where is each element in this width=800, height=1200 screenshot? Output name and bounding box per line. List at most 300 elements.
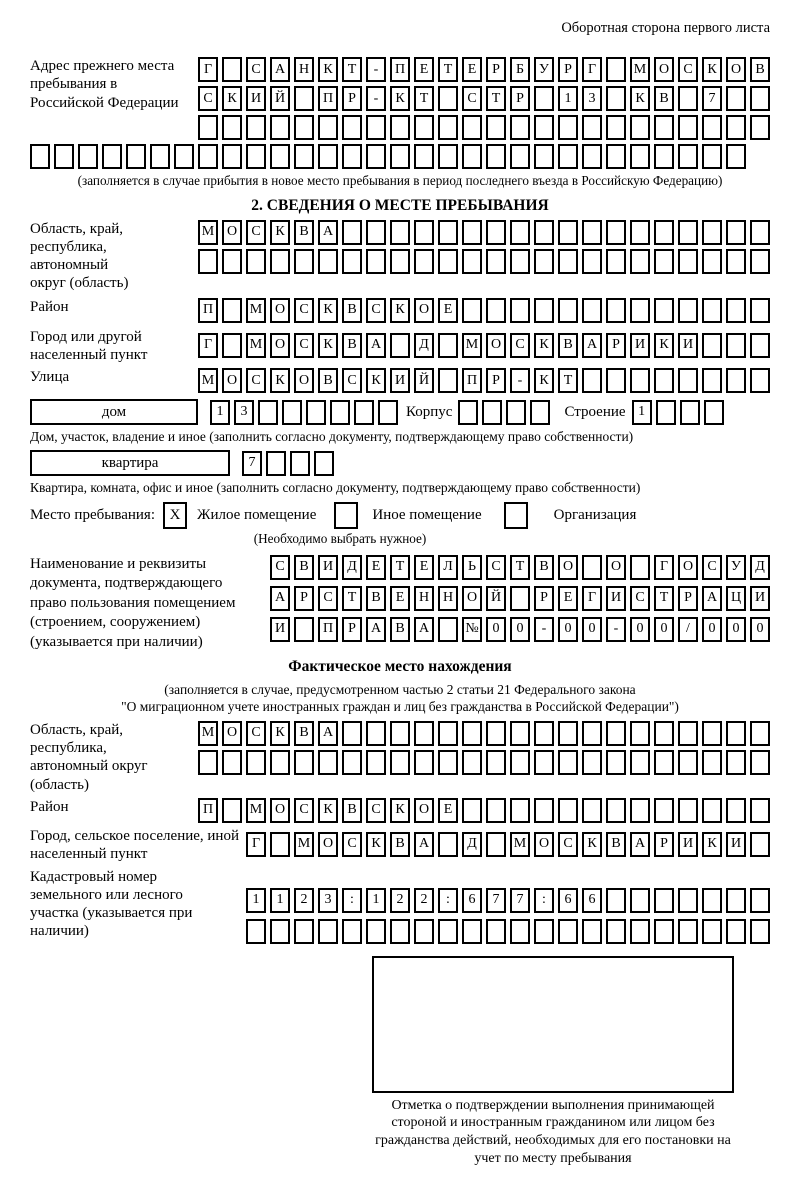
char-cell[interactable]: В	[750, 57, 770, 82]
char-cell[interactable]	[486, 721, 506, 746]
char-cell[interactable]: 7	[702, 86, 722, 111]
char-cell[interactable]	[342, 721, 362, 746]
char-cell[interactable]	[462, 115, 482, 140]
char-cell[interactable]	[270, 832, 290, 857]
char-cell[interactable]: 6	[558, 888, 578, 913]
char-cell[interactable]	[654, 721, 674, 746]
char-cell[interactable]	[654, 298, 674, 323]
char-cell[interactable]	[510, 750, 530, 775]
char-cell[interactable]	[582, 798, 602, 823]
char-cell[interactable]: Й	[270, 86, 290, 111]
char-cell[interactable]	[462, 798, 482, 823]
char-cell[interactable]: О	[654, 57, 674, 82]
char-cell[interactable]	[726, 220, 746, 245]
char-cell[interactable]	[462, 220, 482, 245]
char-cell[interactable]	[366, 721, 386, 746]
char-cell[interactable]	[534, 115, 554, 140]
document-row-1[interactable]	[270, 555, 770, 580]
char-cell[interactable]	[582, 368, 602, 393]
char-cell[interactable]: К	[390, 798, 410, 823]
char-cell[interactable]: В	[654, 86, 674, 111]
char-cell[interactable]: Е	[438, 798, 458, 823]
char-cell[interactable]	[606, 144, 626, 169]
char-cell[interactable]	[678, 115, 698, 140]
char-cell[interactable]	[246, 144, 266, 169]
char-cell[interactable]	[174, 144, 194, 169]
char-cell[interactable]: 3	[234, 400, 254, 425]
char-cell[interactable]	[750, 798, 770, 823]
char-cell[interactable]: П	[462, 368, 482, 393]
char-cell[interactable]	[606, 368, 626, 393]
stroenie-cells[interactable]	[632, 400, 724, 425]
char-cell[interactable]	[290, 451, 310, 476]
char-cell[interactable]: В	[366, 586, 386, 611]
char-cell[interactable]: Е	[414, 57, 434, 82]
char-cell[interactable]	[438, 750, 458, 775]
char-cell[interactable]	[510, 249, 530, 274]
char-cell[interactable]	[510, 919, 530, 944]
char-cell[interactable]: С	[678, 57, 698, 82]
char-cell[interactable]: 3	[582, 86, 602, 111]
char-cell[interactable]	[678, 220, 698, 245]
char-cell[interactable]	[390, 249, 410, 274]
char-cell[interactable]	[506, 400, 526, 425]
char-cell[interactable]	[630, 298, 650, 323]
char-cell[interactable]: О	[462, 586, 482, 611]
char-cell[interactable]: С	[294, 333, 314, 358]
char-cell[interactable]: О	[222, 368, 242, 393]
char-cell[interactable]	[414, 750, 434, 775]
char-cell[interactable]: М	[198, 220, 218, 245]
char-cell[interactable]	[678, 249, 698, 274]
char-cell[interactable]: П	[390, 57, 410, 82]
char-cell[interactable]	[438, 832, 458, 857]
char-cell[interactable]: С	[366, 798, 386, 823]
char-cell[interactable]: К	[534, 333, 554, 358]
korpus-cells[interactable]	[458, 400, 550, 425]
char-cell[interactable]	[390, 750, 410, 775]
char-cell[interactable]: В	[534, 555, 554, 580]
char-cell[interactable]	[750, 832, 770, 857]
char-cell[interactable]: К	[270, 368, 290, 393]
char-cell[interactable]	[726, 144, 746, 169]
char-cell[interactable]: В	[342, 798, 362, 823]
char-cell[interactable]	[630, 249, 650, 274]
char-cell[interactable]	[222, 115, 242, 140]
char-cell[interactable]: 2	[414, 888, 434, 913]
char-cell[interactable]: К	[630, 86, 650, 111]
char-cell[interactable]: -	[606, 617, 626, 642]
char-cell[interactable]: 0	[510, 617, 530, 642]
char-cell[interactable]	[558, 721, 578, 746]
char-cell[interactable]	[414, 919, 434, 944]
char-cell[interactable]: С	[246, 721, 266, 746]
char-cell[interactable]: В	[294, 555, 314, 580]
char-cell[interactable]: П	[318, 86, 338, 111]
char-cell[interactable]	[30, 144, 50, 169]
char-cell[interactable]: Г	[198, 57, 218, 82]
char-cell[interactable]: О	[222, 721, 242, 746]
char-cell[interactable]	[366, 144, 386, 169]
char-cell[interactable]	[606, 721, 626, 746]
char-cell[interactable]	[558, 919, 578, 944]
char-cell[interactable]	[270, 115, 290, 140]
char-cell[interactable]	[270, 249, 290, 274]
char-cell[interactable]: 0	[630, 617, 650, 642]
char-cell[interactable]	[630, 115, 650, 140]
char-cell[interactable]: 0	[654, 617, 674, 642]
char-cell[interactable]: 1	[558, 86, 578, 111]
char-cell[interactable]	[510, 798, 530, 823]
char-cell[interactable]	[750, 333, 770, 358]
char-cell[interactable]	[318, 750, 338, 775]
char-cell[interactable]	[606, 298, 626, 323]
char-cell[interactable]: Д	[342, 555, 362, 580]
char-cell[interactable]: К	[654, 333, 674, 358]
char-cell[interactable]	[438, 617, 458, 642]
char-cell[interactable]: М	[462, 333, 482, 358]
char-cell[interactable]: К	[702, 57, 722, 82]
char-cell[interactable]: Е	[558, 586, 578, 611]
char-cell[interactable]: С	[486, 555, 506, 580]
char-cell[interactable]: 0	[558, 617, 578, 642]
stay-type-checkbox-other[interactable]	[334, 502, 358, 529]
char-cell[interactable]	[558, 298, 578, 323]
char-cell[interactable]: С	[366, 298, 386, 323]
char-cell[interactable]	[558, 115, 578, 140]
char-cell[interactable]	[294, 617, 314, 642]
char-cell[interactable]	[330, 400, 350, 425]
char-cell[interactable]	[222, 750, 242, 775]
char-cell[interactable]: 7	[486, 888, 506, 913]
char-cell[interactable]	[582, 144, 602, 169]
char-cell[interactable]	[606, 220, 626, 245]
char-cell[interactable]	[306, 400, 326, 425]
char-cell[interactable]	[654, 144, 674, 169]
char-cell[interactable]	[582, 555, 602, 580]
char-cell[interactable]	[558, 249, 578, 274]
char-cell[interactable]	[342, 919, 362, 944]
char-cell[interactable]	[366, 249, 386, 274]
street-row-1[interactable]	[198, 368, 770, 393]
char-cell[interactable]	[534, 750, 554, 775]
char-cell[interactable]	[438, 144, 458, 169]
char-cell[interactable]: О	[222, 220, 242, 245]
char-cell[interactable]: А	[366, 617, 386, 642]
char-cell[interactable]: С	[342, 832, 362, 857]
region-row-2[interactable]	[198, 249, 770, 274]
cadastre-row-1[interactable]	[246, 888, 770, 913]
char-cell[interactable]	[678, 750, 698, 775]
char-cell[interactable]	[582, 249, 602, 274]
char-cell[interactable]	[750, 115, 770, 140]
char-cell[interactable]	[342, 144, 362, 169]
char-cell[interactable]: Д	[750, 555, 770, 580]
char-cell[interactable]	[318, 249, 338, 274]
char-cell[interactable]: И	[750, 586, 770, 611]
char-cell[interactable]	[390, 115, 410, 140]
char-cell[interactable]	[510, 721, 530, 746]
char-cell[interactable]: О	[270, 333, 290, 358]
char-cell[interactable]	[246, 249, 266, 274]
char-cell[interactable]: Е	[414, 555, 434, 580]
char-cell[interactable]: К	[582, 832, 602, 857]
char-cell[interactable]: Р	[558, 57, 578, 82]
char-cell[interactable]: К	[366, 368, 386, 393]
char-cell[interactable]	[314, 451, 334, 476]
char-cell[interactable]: /	[678, 617, 698, 642]
char-cell[interactable]: 1	[210, 400, 230, 425]
char-cell[interactable]	[702, 220, 722, 245]
char-cell[interactable]	[606, 919, 626, 944]
char-cell[interactable]	[462, 750, 482, 775]
char-cell[interactable]	[726, 86, 746, 111]
char-cell[interactable]	[318, 144, 338, 169]
char-cell[interactable]	[222, 57, 242, 82]
char-cell[interactable]: Т	[510, 555, 530, 580]
char-cell[interactable]	[342, 220, 362, 245]
char-cell[interactable]: В	[606, 832, 626, 857]
char-cell[interactable]	[354, 400, 374, 425]
char-cell[interactable]	[534, 144, 554, 169]
char-cell[interactable]	[726, 249, 746, 274]
char-cell[interactable]	[198, 249, 218, 274]
char-cell[interactable]	[438, 115, 458, 140]
char-cell[interactable]: Т	[654, 586, 674, 611]
char-cell[interactable]	[582, 298, 602, 323]
apartment-number-cells[interactable]	[242, 451, 334, 476]
char-cell[interactable]: К	[222, 86, 242, 111]
char-cell[interactable]	[414, 721, 434, 746]
char-cell[interactable]: Р	[606, 333, 626, 358]
char-cell[interactable]	[606, 249, 626, 274]
char-cell[interactable]	[486, 919, 506, 944]
char-cell[interactable]: К	[318, 57, 338, 82]
char-cell[interactable]: И	[726, 832, 746, 857]
char-cell[interactable]	[462, 144, 482, 169]
char-cell[interactable]: О	[606, 555, 626, 580]
char-cell[interactable]	[750, 750, 770, 775]
char-cell[interactable]: В	[342, 333, 362, 358]
char-cell[interactable]	[630, 220, 650, 245]
char-cell[interactable]: Т	[390, 555, 410, 580]
char-cell[interactable]	[438, 333, 458, 358]
char-cell[interactable]: А	[270, 586, 290, 611]
char-cell[interactable]: О	[318, 832, 338, 857]
char-cell[interactable]	[198, 144, 218, 169]
char-cell[interactable]: О	[270, 798, 290, 823]
char-cell[interactable]: Е	[438, 298, 458, 323]
char-cell[interactable]	[294, 750, 314, 775]
char-cell[interactable]	[534, 86, 554, 111]
char-cell[interactable]: 1	[366, 888, 386, 913]
char-cell[interactable]	[750, 368, 770, 393]
char-cell[interactable]	[390, 919, 410, 944]
char-cell[interactable]: 7	[510, 888, 530, 913]
char-cell[interactable]: О	[678, 555, 698, 580]
char-cell[interactable]: 0	[486, 617, 506, 642]
char-cell[interactable]: С	[246, 57, 266, 82]
char-cell[interactable]: С	[198, 86, 218, 111]
char-cell[interactable]: У	[726, 555, 746, 580]
char-cell[interactable]	[630, 721, 650, 746]
char-cell[interactable]: О	[726, 57, 746, 82]
char-cell[interactable]: А	[318, 721, 338, 746]
char-cell[interactable]: А	[414, 832, 434, 857]
char-cell[interactable]: -	[534, 617, 554, 642]
char-cell[interactable]: 6	[582, 888, 602, 913]
char-cell[interactable]	[390, 333, 410, 358]
char-cell[interactable]	[702, 368, 722, 393]
char-cell[interactable]: К	[534, 368, 554, 393]
char-cell[interactable]	[126, 144, 146, 169]
prev-address-row-2[interactable]	[198, 86, 770, 111]
char-cell[interactable]	[630, 798, 650, 823]
char-cell[interactable]	[606, 57, 626, 82]
char-cell[interactable]: К	[390, 86, 410, 111]
char-cell[interactable]: Д	[462, 832, 482, 857]
char-cell[interactable]: Р	[342, 86, 362, 111]
char-cell[interactable]: М	[246, 298, 266, 323]
char-cell[interactable]: В	[294, 721, 314, 746]
char-cell[interactable]: У	[534, 57, 554, 82]
char-cell[interactable]: И	[606, 586, 626, 611]
char-cell[interactable]	[462, 919, 482, 944]
char-cell[interactable]	[726, 721, 746, 746]
char-cell[interactable]	[630, 368, 650, 393]
char-cell[interactable]	[438, 721, 458, 746]
char-cell[interactable]: -	[366, 86, 386, 111]
char-cell[interactable]	[266, 451, 286, 476]
char-cell[interactable]	[654, 750, 674, 775]
char-cell[interactable]	[462, 298, 482, 323]
char-cell[interactable]	[678, 919, 698, 944]
char-cell[interactable]	[390, 144, 410, 169]
char-cell[interactable]	[294, 144, 314, 169]
char-cell[interactable]	[606, 86, 626, 111]
char-cell[interactable]	[582, 115, 602, 140]
char-cell[interactable]: С	[246, 368, 266, 393]
char-cell[interactable]	[486, 832, 506, 857]
char-cell[interactable]	[558, 144, 578, 169]
char-cell[interactable]: Т	[414, 86, 434, 111]
char-cell[interactable]	[678, 798, 698, 823]
char-cell[interactable]: 2	[390, 888, 410, 913]
char-cell[interactable]	[704, 400, 724, 425]
char-cell[interactable]: :	[534, 888, 554, 913]
char-cell[interactable]	[582, 220, 602, 245]
char-cell[interactable]	[654, 888, 674, 913]
char-cell[interactable]	[510, 586, 530, 611]
char-cell[interactable]	[246, 750, 266, 775]
al-district-row-1[interactable]	[198, 798, 770, 823]
char-cell[interactable]: О	[294, 368, 314, 393]
char-cell[interactable]: А	[414, 617, 434, 642]
char-cell[interactable]: О	[270, 298, 290, 323]
char-cell[interactable]: Й	[486, 586, 506, 611]
char-cell[interactable]: 1	[632, 400, 652, 425]
char-cell[interactable]	[750, 220, 770, 245]
char-cell[interactable]	[702, 115, 722, 140]
char-cell[interactable]: И	[630, 333, 650, 358]
char-cell[interactable]	[486, 750, 506, 775]
char-cell[interactable]	[702, 750, 722, 775]
char-cell[interactable]	[726, 115, 746, 140]
char-cell[interactable]	[750, 86, 770, 111]
char-cell[interactable]: Н	[438, 586, 458, 611]
char-cell[interactable]: 3	[318, 888, 338, 913]
district-row-1[interactable]	[198, 298, 770, 323]
char-cell[interactable]	[702, 798, 722, 823]
char-cell[interactable]: Д	[414, 333, 434, 358]
char-cell[interactable]	[534, 919, 554, 944]
char-cell[interactable]	[606, 115, 626, 140]
char-cell[interactable]	[534, 721, 554, 746]
char-cell[interactable]: №	[462, 617, 482, 642]
char-cell[interactable]: С	[558, 832, 578, 857]
char-cell[interactable]	[702, 721, 722, 746]
char-cell[interactable]: Ь	[462, 555, 482, 580]
char-cell[interactable]: Т	[438, 57, 458, 82]
house-type-box[interactable]: дом	[30, 399, 198, 425]
char-cell[interactable]	[678, 86, 698, 111]
stay-type-checkbox-organization[interactable]	[504, 502, 528, 529]
char-cell[interactable]	[726, 798, 746, 823]
char-cell[interactable]	[378, 400, 398, 425]
document-row-3[interactable]	[270, 617, 770, 642]
char-cell[interactable]: О	[558, 555, 578, 580]
char-cell[interactable]	[656, 400, 676, 425]
char-cell[interactable]: Н	[414, 586, 434, 611]
char-cell[interactable]: 6	[462, 888, 482, 913]
char-cell[interactable]: И	[270, 617, 290, 642]
char-cell[interactable]: М	[198, 721, 218, 746]
document-row-2[interactable]	[270, 586, 770, 611]
char-cell[interactable]	[222, 298, 242, 323]
char-cell[interactable]	[462, 249, 482, 274]
char-cell[interactable]	[270, 919, 290, 944]
char-cell[interactable]	[510, 298, 530, 323]
char-cell[interactable]: Р	[534, 586, 554, 611]
char-cell[interactable]	[750, 919, 770, 944]
char-cell[interactable]: М	[294, 832, 314, 857]
char-cell[interactable]	[54, 144, 74, 169]
char-cell[interactable]	[534, 798, 554, 823]
char-cell[interactable]	[680, 400, 700, 425]
char-cell[interactable]: Ц	[726, 586, 746, 611]
house-number-cells[interactable]	[210, 400, 398, 425]
char-cell[interactable]	[486, 115, 506, 140]
char-cell[interactable]	[246, 919, 266, 944]
char-cell[interactable]: Н	[294, 57, 314, 82]
char-cell[interactable]: Р	[510, 86, 530, 111]
char-cell[interactable]	[582, 919, 602, 944]
char-cell[interactable]: С	[294, 298, 314, 323]
char-cell[interactable]	[482, 400, 502, 425]
char-cell[interactable]: В	[294, 220, 314, 245]
char-cell[interactable]	[582, 750, 602, 775]
char-cell[interactable]	[750, 888, 770, 913]
char-cell[interactable]	[318, 115, 338, 140]
char-cell[interactable]: Г	[654, 555, 674, 580]
char-cell[interactable]: И	[678, 832, 698, 857]
char-cell[interactable]	[678, 368, 698, 393]
region-row-1[interactable]	[198, 220, 770, 245]
char-cell[interactable]	[198, 750, 218, 775]
char-cell[interactable]: К	[318, 333, 338, 358]
apartment-type-box[interactable]: квартира	[30, 450, 230, 476]
char-cell[interactable]: Р	[486, 368, 506, 393]
